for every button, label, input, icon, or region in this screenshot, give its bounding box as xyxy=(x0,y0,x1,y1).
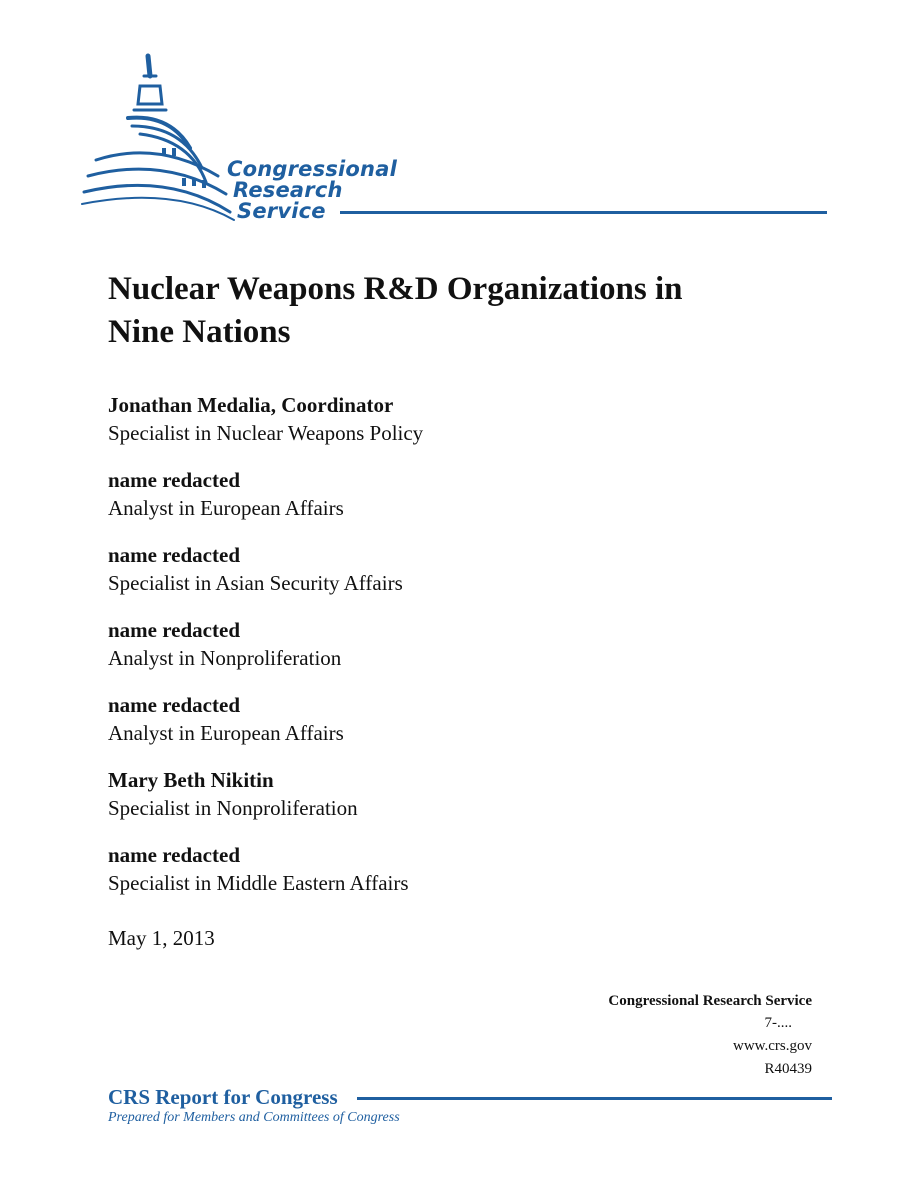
report-number: R40439 xyxy=(764,1061,812,1077)
footer-title: CRS Report for Congress xyxy=(108,1085,338,1109)
crs-phone: 7-.... xyxy=(764,1015,792,1031)
author-list xyxy=(108,392,708,917)
author-role: Analyst in European Affairs xyxy=(108,496,344,520)
publication-date: May 1, 2013 xyxy=(108,926,215,950)
logo-divider xyxy=(340,211,827,214)
author-name: name redacted xyxy=(108,693,240,717)
author-role: Specialist in Middle Eastern Affairs xyxy=(108,871,409,895)
crs-name: Congressional Research Service xyxy=(608,993,812,1009)
author-entry xyxy=(108,692,708,767)
author-name: name redacted xyxy=(108,468,240,492)
author-role: Analyst in European Affairs xyxy=(108,721,344,745)
report-title xyxy=(108,268,788,354)
author-entry xyxy=(108,542,708,617)
author-entry xyxy=(108,842,708,917)
author-name: name redacted xyxy=(108,618,240,642)
logo-wordmark-line2: Research xyxy=(233,178,343,202)
crs-website-link[interactable]: www.crs.gov xyxy=(732,1038,812,1054)
author-name: name redacted xyxy=(108,543,240,567)
author-role: Specialist in Nuclear Weapons Policy xyxy=(108,421,424,445)
logo-wordmark-line3: Service xyxy=(237,199,326,223)
author-name: name redacted xyxy=(108,843,240,867)
report-title-line1: Nuclear Weapons R&D Organizations in xyxy=(108,271,683,307)
author-entry xyxy=(108,617,708,692)
author-role: Specialist in Asian Security Affairs xyxy=(108,571,403,595)
author-name: Jonathan Medalia, Coordinator xyxy=(108,393,394,417)
capitol-dome-icon xyxy=(78,52,838,227)
author-entry xyxy=(108,767,708,842)
crs-info xyxy=(608,990,812,1081)
footer-divider xyxy=(357,1097,832,1100)
author-name: Mary Beth Nikitin xyxy=(108,768,274,792)
author-role: Analyst in Nonproliferation xyxy=(108,646,342,670)
footer-subtitle: Prepared for Members and Committees of Congress xyxy=(108,1110,400,1125)
author-entry xyxy=(108,392,708,467)
logo-wordmark-line1: Congressional xyxy=(227,157,397,181)
report-title-line2: Nine Nations xyxy=(108,314,291,350)
author-entry xyxy=(108,467,708,542)
author-role: Specialist in Nonproliferation xyxy=(108,796,358,820)
